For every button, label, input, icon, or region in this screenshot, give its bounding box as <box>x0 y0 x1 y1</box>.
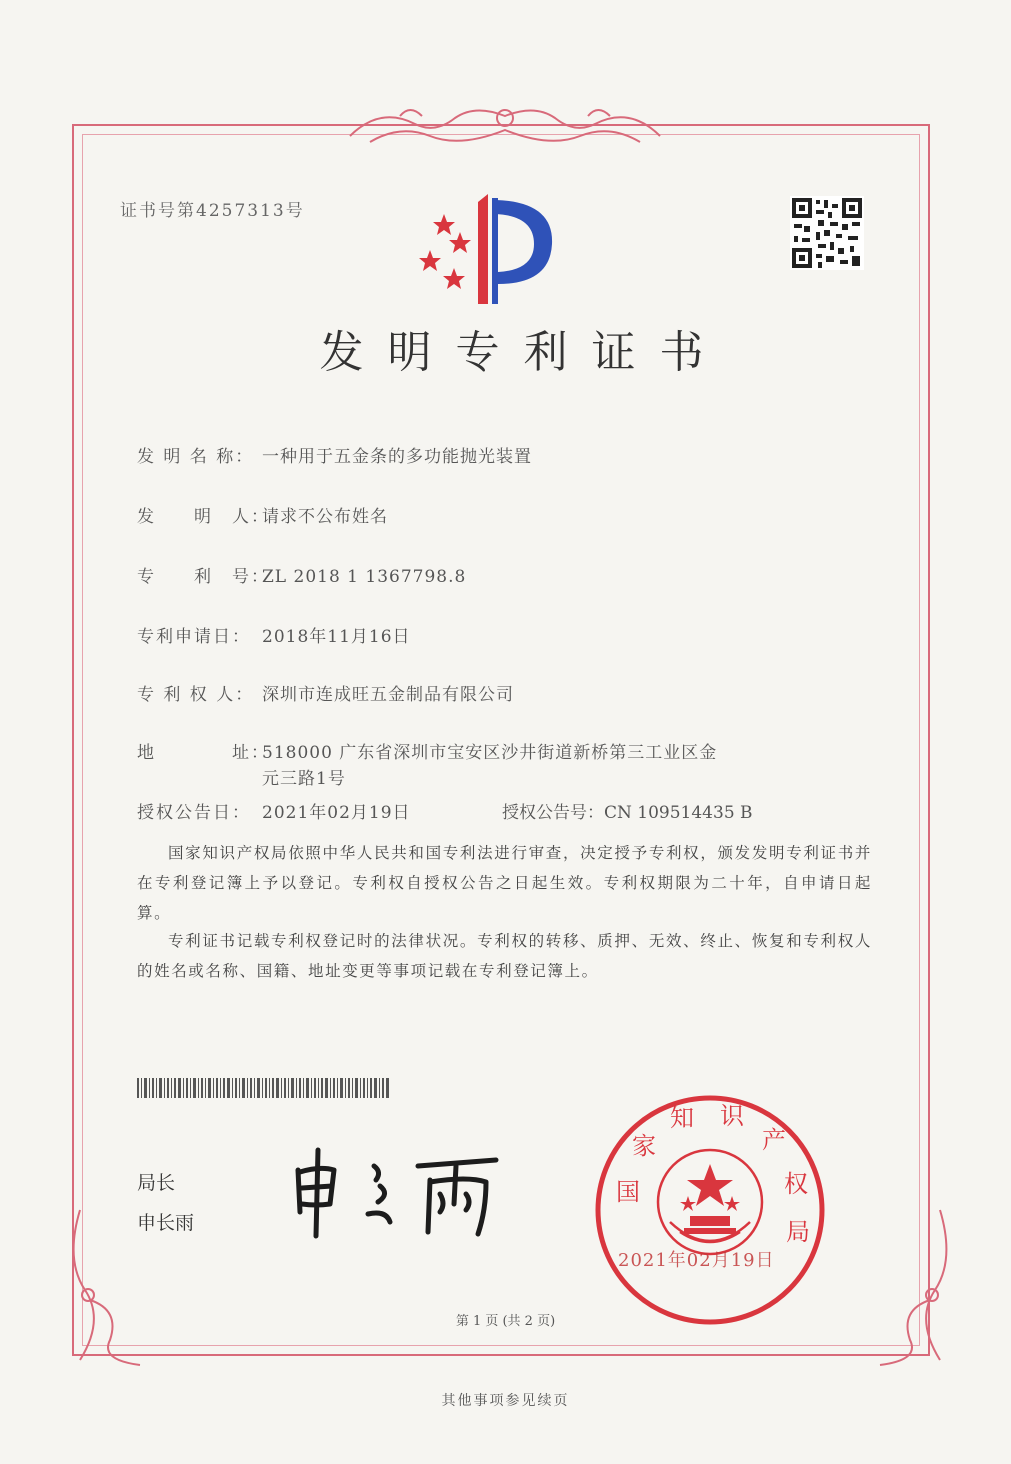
svg-text:知: 知 <box>670 1104 694 1132</box>
svg-text:局: 局 <box>786 1218 810 1246</box>
field-label: 发 明 人： <box>137 507 270 527</box>
field-announcement-number <box>502 798 753 823</box>
svg-text:权: 权 <box>784 1170 808 1198</box>
top-ornament <box>340 96 670 156</box>
field-value: 2021年02月19日 <box>262 803 411 823</box>
field-label: 发 明 名 称： <box>137 447 255 467</box>
barcode <box>137 1078 389 1098</box>
field-value: ZL 2018 1 1367798.8 <box>262 567 467 587</box>
page-number: 第 1 页 (共 2 页) <box>455 1314 556 1329</box>
field-value: 一种用于五金条的多功能抛光装置 <box>262 447 532 467</box>
field-patentee <box>137 680 514 705</box>
svg-text:国: 国 <box>616 1178 640 1206</box>
field-address <box>137 738 717 763</box>
official-seal <box>592 1092 828 1328</box>
field-value: 深圳市连成旺五金制品有限公司 <box>262 685 514 705</box>
field-label: 授权公告号： <box>502 803 604 823</box>
footer-note: 其他事项参见续页 <box>441 1393 570 1409</box>
field-invention-name <box>137 442 532 467</box>
certificate-number: 证书号第4257313号 <box>120 201 305 221</box>
field-value: 2018年11月16日 <box>262 627 411 647</box>
seal-date: 2021年02月19日 <box>618 1250 775 1271</box>
field-label: 授权公告日： <box>137 803 251 823</box>
svg-text:产: 产 <box>762 1126 786 1154</box>
certificate-title: 发明专利证书 <box>319 327 728 378</box>
handwritten-signature <box>290 1140 510 1240</box>
field-value: 元三路1号 <box>262 769 346 789</box>
field-grant-date <box>137 798 411 823</box>
paragraph-grant-statement: 国家知识产权局依照中华人民共和国专利法进行审查，决定授予专利权，颁发发明专利证书并在专利登记簿上予以登记。专利权自授权公告之日起生效。专利权期限为二十年，自申请日起算。 <box>137 844 872 922</box>
field-label: 专 利 号： <box>137 567 270 587</box>
director-title: 局长 <box>137 1172 176 1194</box>
qr-code <box>790 196 864 270</box>
field-value: CN 109514435 B <box>604 803 753 823</box>
field-value: 请求不公布姓名 <box>262 507 388 527</box>
field-inventor <box>137 502 388 527</box>
field-patent-number <box>137 562 466 587</box>
field-value: 518000 广东省深圳市宝安区沙井街道新桥第三工业区金 <box>262 743 718 763</box>
director-name: 申长雨 <box>137 1212 195 1234</box>
field-application-date <box>137 622 411 647</box>
paragraph-legal-status: 专利证书记载专利权登记时的法律状况。专利权的转移、质押、无效、终止、恢复和专利权人的姓名或名称、国籍、地址变更等事项记载在专利登记簿上。 <box>137 932 872 980</box>
svg-text:识: 识 <box>720 1102 744 1130</box>
field-label: 专利申请日： <box>137 627 251 647</box>
bottom-right-ornament <box>850 1200 960 1370</box>
cnipa-logo <box>414 192 560 308</box>
field-label: 专 利 权 人： <box>137 685 255 705</box>
field-address-cont <box>137 764 346 789</box>
svg-text:家: 家 <box>632 1132 656 1160</box>
field-label: 地 址： <box>137 743 270 763</box>
